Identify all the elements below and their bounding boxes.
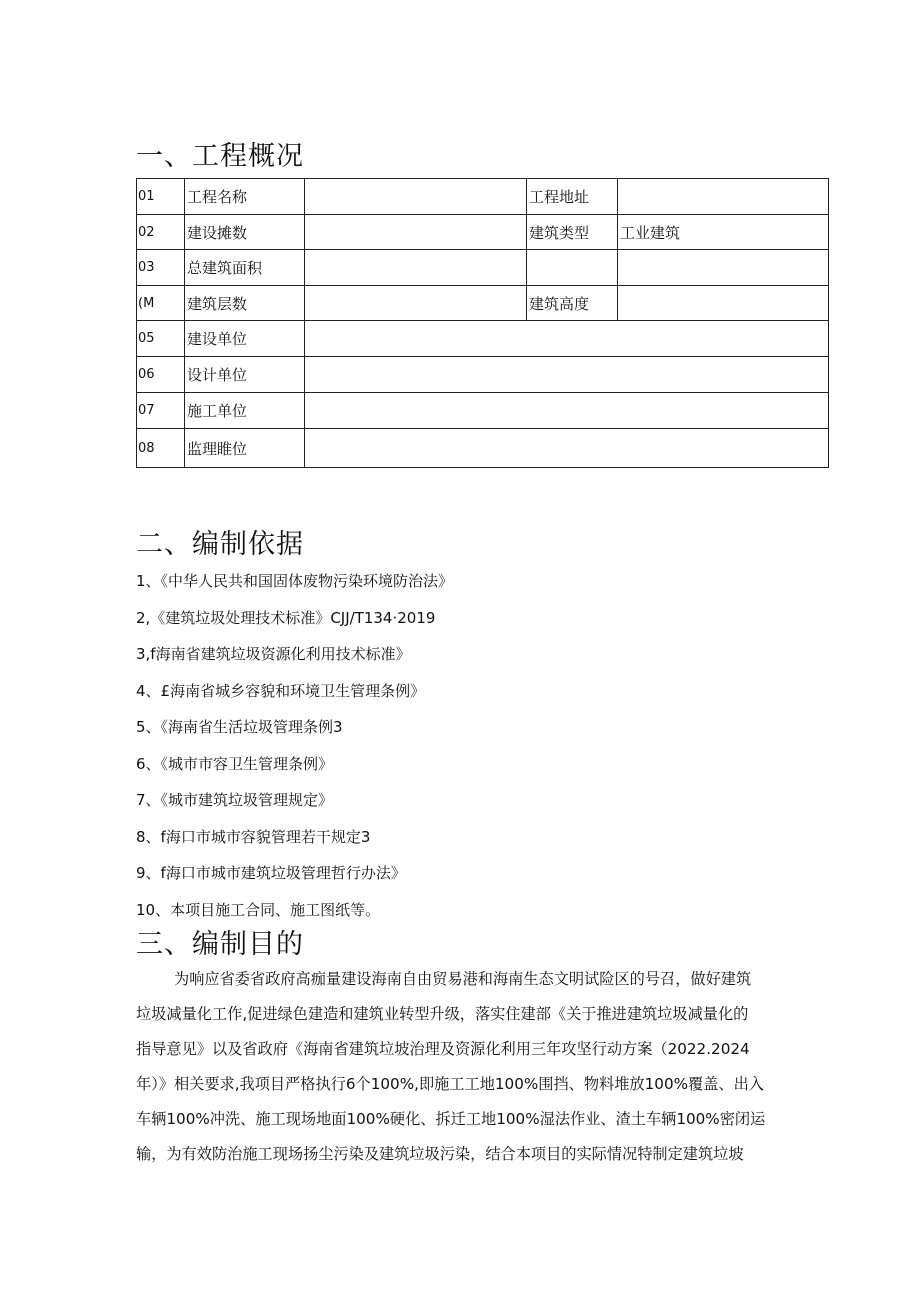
- basis-list: [136, 566, 453, 931]
- list-item: 2,《建筑垃圾处理技术标准》CJJ/T134·2019: [136, 608, 436, 627]
- table-row: [137, 215, 829, 250]
- section-1-title: 一、工程概况: [136, 141, 304, 172]
- field-value: [305, 215, 527, 250]
- field-label: 建筑类型: [527, 215, 618, 250]
- list-item: 9、f海口市城市建筑垃圾管理哲行办法》: [136, 864, 406, 882]
- paragraph-line: 指导意见》以及省政府《海南省建筑垃坡治理及资源化利用三年攻坚行动方案（2022.2024: [136, 1040, 750, 1058]
- field-label: 工程名称: [185, 179, 305, 215]
- paragraph-line: 年）》相关要求,我项目严格执行6个100%,即施工工地100%围挡、物料堆放100%覆盖、出入: [136, 1075, 764, 1093]
- field-value: [305, 321, 829, 357]
- row-number: 05: [137, 321, 185, 357]
- list-item: 8、f海口市城市容貌管理若干规定3: [136, 827, 371, 846]
- table-row: [137, 179, 829, 215]
- field-value: [305, 357, 829, 393]
- field-label: 建设摊数: [185, 215, 305, 250]
- field-value: [305, 250, 527, 286]
- row-number: 03: [137, 250, 185, 286]
- paragraph-line: 输，为有效防治施工现场扬尘污染及建筑垃圾污染，结合本项目的实际情况特制定建筑垃坡: [136, 1145, 744, 1163]
- row-number: 06: [137, 357, 185, 393]
- paragraph-line: 垃圾减量化工作,促进绿色建造和建筑业转型升级，落实住建部《关于推进建筑垃圾减量化的: [136, 1005, 749, 1023]
- list-item: 6、《城市市容卫生管理条例》: [136, 754, 334, 773]
- table-row: [137, 321, 829, 357]
- purpose-paragraph: [136, 962, 830, 1172]
- field-value: [305, 429, 829, 468]
- table-row: [137, 250, 829, 286]
- field-label: 建筑层数: [185, 286, 305, 321]
- field-label: 建筑高度: [527, 286, 618, 321]
- row-number: (M: [137, 286, 185, 321]
- section-2-title: 二、编制依据: [136, 529, 304, 560]
- row-number: 01: [137, 179, 185, 215]
- field-label: 工程地址: [527, 179, 618, 215]
- field-value: [305, 179, 527, 215]
- list-item: 1、《中华人民共和国固体废物污染环境防治法》: [136, 572, 454, 590]
- table-row: [137, 429, 829, 468]
- field-label: 施工单位: [185, 393, 305, 429]
- table-row: [137, 357, 829, 393]
- project-overview-table: [136, 178, 829, 468]
- paragraph-line: 车辆100%冲洗、施工现场地面100%硬化、拆迁工地100%湿法作业、渣土车辆100%密闭运: [136, 1110, 766, 1128]
- field-value: [618, 250, 829, 286]
- table-row: [137, 286, 829, 321]
- row-number: 07: [137, 393, 185, 429]
- field-value: [618, 286, 829, 321]
- row-number: 08: [137, 429, 185, 468]
- field-value: [305, 286, 527, 321]
- list-item: 3,f海南省建筑垃圾资源化利用技术标准》: [136, 645, 411, 663]
- field-label: 监理睢位: [185, 429, 305, 468]
- field-value: [618, 179, 829, 215]
- list-item: 10、本项目施工合同、施工图纸等。: [136, 900, 381, 919]
- field-value: [305, 393, 829, 429]
- row-number: 02: [137, 215, 185, 250]
- field-label: 建设单位: [185, 321, 305, 357]
- list-item: 7、《城市建筑垃圾管理规定》: [136, 791, 334, 809]
- paragraph-line: 为响应省委省政府高痂量建设海南自由贸易港和海南生态文明试险区的号召，做好建筑: [174, 970, 752, 988]
- table-row: [137, 393, 829, 429]
- section-3-title: 三、编制目的: [136, 929, 304, 960]
- field-label: 总建筑面积: [185, 250, 305, 286]
- field-label: [527, 250, 618, 286]
- field-label: 设计单位: [185, 357, 305, 393]
- list-item: 5、《海南省生活垃圾管理条例3: [136, 718, 343, 736]
- field-value: 工业建筑: [618, 215, 829, 250]
- list-item: 4、£海南省城乡容貌和环境卫生管理条例》: [136, 681, 426, 700]
